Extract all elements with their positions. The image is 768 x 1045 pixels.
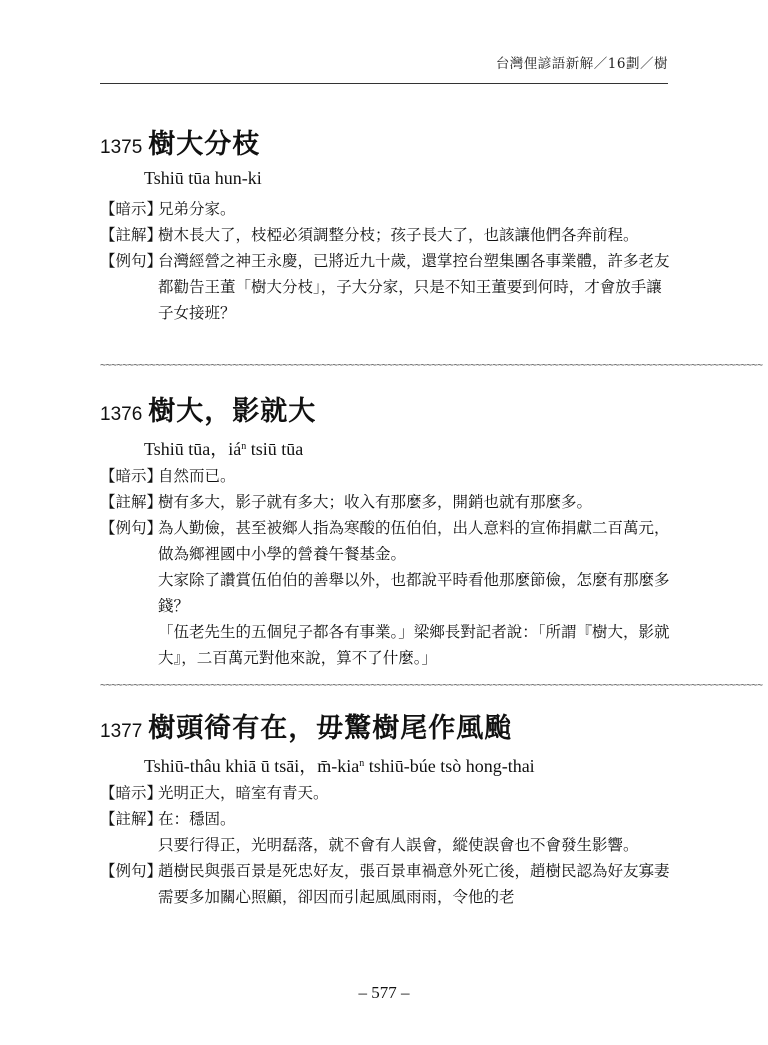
entry-1375 [100, 122, 670, 326]
note-row [100, 222, 670, 248]
hint-tag: 【暗示】 [100, 784, 163, 802]
entry-separator: ~~~~~~~~~~~~~~~~~~~~~~~~~~~~~~~~~~~~~~~~~~~~~~~~~~~~~~~~~~~~~~~~~~~~~~~~~~~~~~~~~~~~~~~~~~~~~~~~~~~~~~~~~~~~~~~~~~~~~~~~ [100, 680, 763, 691]
entry-heading [100, 706, 670, 748]
note-paragraph: 在：穩固。 [158, 810, 236, 828]
entry-number: 1377 [100, 721, 143, 742]
entry-number: 1375 [100, 137, 143, 158]
note-paragraph: 只要行得正，光明磊落，就不會有人誤會，縱使誤會也不會發生影響。 [158, 836, 639, 854]
entry-heading [100, 122, 670, 164]
entry-heading [100, 389, 670, 431]
example-text: 台灣經營之神王永慶，已將近九十歲，還掌控台塑集團各事業體，許多老友都勸告王董「樹大分枝」，子大分家，只是不知王董要到何時，才會放手讓子女接班？ [158, 252, 670, 322]
header-rule [100, 83, 668, 84]
hint-text: 光明正大，暗室有青天。 [158, 784, 329, 802]
romanization-part-a: Tshiū tūa，iá [144, 439, 242, 459]
example-row [100, 858, 670, 910]
note-text: 樹有多大，影子就有多大；收入有那麼多，開銷也就有那麼多。 [158, 493, 593, 511]
entry-title: 樹大，影就大 [148, 396, 317, 427]
example-text: 趙樹民與張百景是死忠好友，張百景車禍意外死亡後，趙樹民認為好友寡妻需要多加關心照顧，卻因而引起風風雨雨，令他的老 [158, 862, 670, 906]
page-number: – 577 – [358, 983, 410, 1002]
hint-row [100, 463, 670, 489]
hint-tag: 【暗示】 [100, 467, 163, 485]
hint-row [100, 780, 670, 806]
example-tag: 【例句】 [100, 252, 163, 270]
romanization: Tshiū tūa hun-ki [144, 168, 262, 188]
note-tag: 【註解】 [100, 226, 163, 244]
romanization-part-b: tsiū tūa [246, 439, 304, 459]
example-row [100, 248, 670, 326]
romanization [144, 752, 670, 780]
note-tag: 【註解】 [100, 810, 163, 828]
example-body [158, 515, 670, 671]
entry-title: 樹頭徛有在，毋驚樹尾作風颱 [148, 713, 513, 744]
romanization-superscript: n [241, 441, 247, 452]
romanization-superscript: n [359, 758, 365, 769]
example-tag: 【例句】 [100, 862, 163, 880]
entry-1377 [100, 706, 670, 910]
example-row [100, 515, 670, 671]
example-paragraph: 為人勤儉，甚至被鄉人指為寒酸的伍伯伯，出人意料的宣佈捐獻二百萬元，做為鄉裡國中小學的營養午餐基金。 [158, 519, 670, 563]
romanization [144, 435, 670, 463]
hint-text: 兄弟分家。 [158, 200, 236, 218]
entry-number: 1376 [100, 404, 143, 425]
note-text: 樹木長大了，枝椏必須調整分枝；孩子長大了，也該讓他們各奔前程。 [158, 226, 639, 244]
note-tag: 【註解】 [100, 493, 163, 511]
hint-tag: 【暗示】 [100, 200, 163, 218]
example-paragraph: 「伍老先生的五個兒子都各有事業。」梁鄉長對記者說：「所謂『樹大，影就大』，二百萬元對他來說，算不了什麼。」 [158, 623, 670, 667]
hint-row [100, 196, 670, 222]
note-row [100, 489, 670, 515]
entry-title: 樹大分枝 [148, 129, 261, 160]
note-row [100, 806, 670, 858]
running-head: 台灣俚諺語新解／16劃／樹 [495, 56, 668, 72]
romanization-part-b: tshiū-búe tsò hong-thai [364, 756, 535, 776]
entry-1376 [100, 389, 670, 671]
romanization-part-a: Tshiū-thâu khiā ū tsāi，m̄-kia [144, 756, 360, 776]
example-tag: 【例句】 [100, 519, 163, 537]
hint-text: 自然而已。 [158, 467, 236, 485]
example-paragraph: 大家除了讚賞伍伯伯的善舉以外，也都說平時看他那麼節儉，怎麼有那麼多錢？ [158, 571, 670, 615]
entry-separator: ~~~~~~~~~~~~~~~~~~~~~~~~~~~~~~~~~~~~~~~~~~~~~~~~~~~~~~~~~~~~~~~~~~~~~~~~~~~~~~~~~~~~~~~~~~~~~~~~~~~~~~~~~~~~~~~~~~~~~~~~ [100, 360, 763, 371]
note-body [158, 806, 670, 858]
